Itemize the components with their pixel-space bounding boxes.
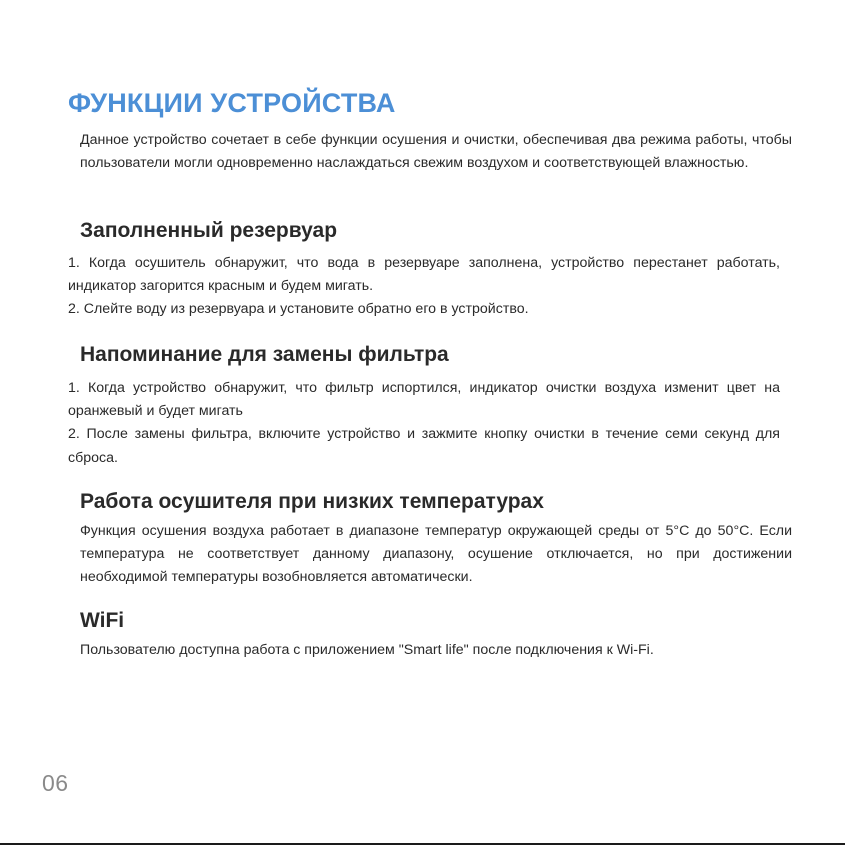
section-heading-low-temperature: Работа осушителя при низких температурах xyxy=(80,490,544,513)
section-heading-full-tank: Заполненный резервуар xyxy=(80,219,338,242)
section-heading-filter-reminder: Напоминание для замены фильтра xyxy=(80,343,449,366)
section-body-low-temperature: Функция осушения воздуха работает в диапазоне температур окружающей среды от 5°C до 50°C. Если температура не соответствует данному диапазону, осушение отключается, но при достижении необходимой температуры возобновляется автоматически. xyxy=(80,523,792,586)
section-body-wifi: Пользователю доступна работа с приложением "Smart life" после подключения к Wi-Fi. xyxy=(80,642,654,658)
page-number: 06 xyxy=(42,770,69,796)
list-item: 1. Когда устройство обнаружит, что фильтр испортился, индикатор очистки воздуха изменит цвет на оранжевый и будет мигать xyxy=(68,380,780,420)
list-item: 2. Слейте воду из резервуара и установите обратно его в устройство. xyxy=(68,301,529,318)
section-body-full-tank xyxy=(68,252,780,322)
list-item: 1. Когда осушитель обнаружит, что вода в резервуаре заполнена, устройство перестанет работать, индикатор загорится красным и будем мигать. xyxy=(68,255,780,295)
page-title: ФУНКЦИИ УСТРОЙСТВА xyxy=(68,88,396,119)
intro-paragraph: Данное устройство сочетает в себе функции осушения и очистки, обеспечивая два режима работы, чтобы пользователи могли одновременно наслаждаться свежим воздухом и соответствующей влажностью. xyxy=(80,132,792,172)
section-heading-wifi: WiFi xyxy=(80,609,125,632)
list-item: 2. После замены фильтра, включите устройство и зажмите кнопку очистки в течение семи секунд для сброса. xyxy=(68,426,780,466)
section-body-filter-reminder xyxy=(68,377,780,470)
